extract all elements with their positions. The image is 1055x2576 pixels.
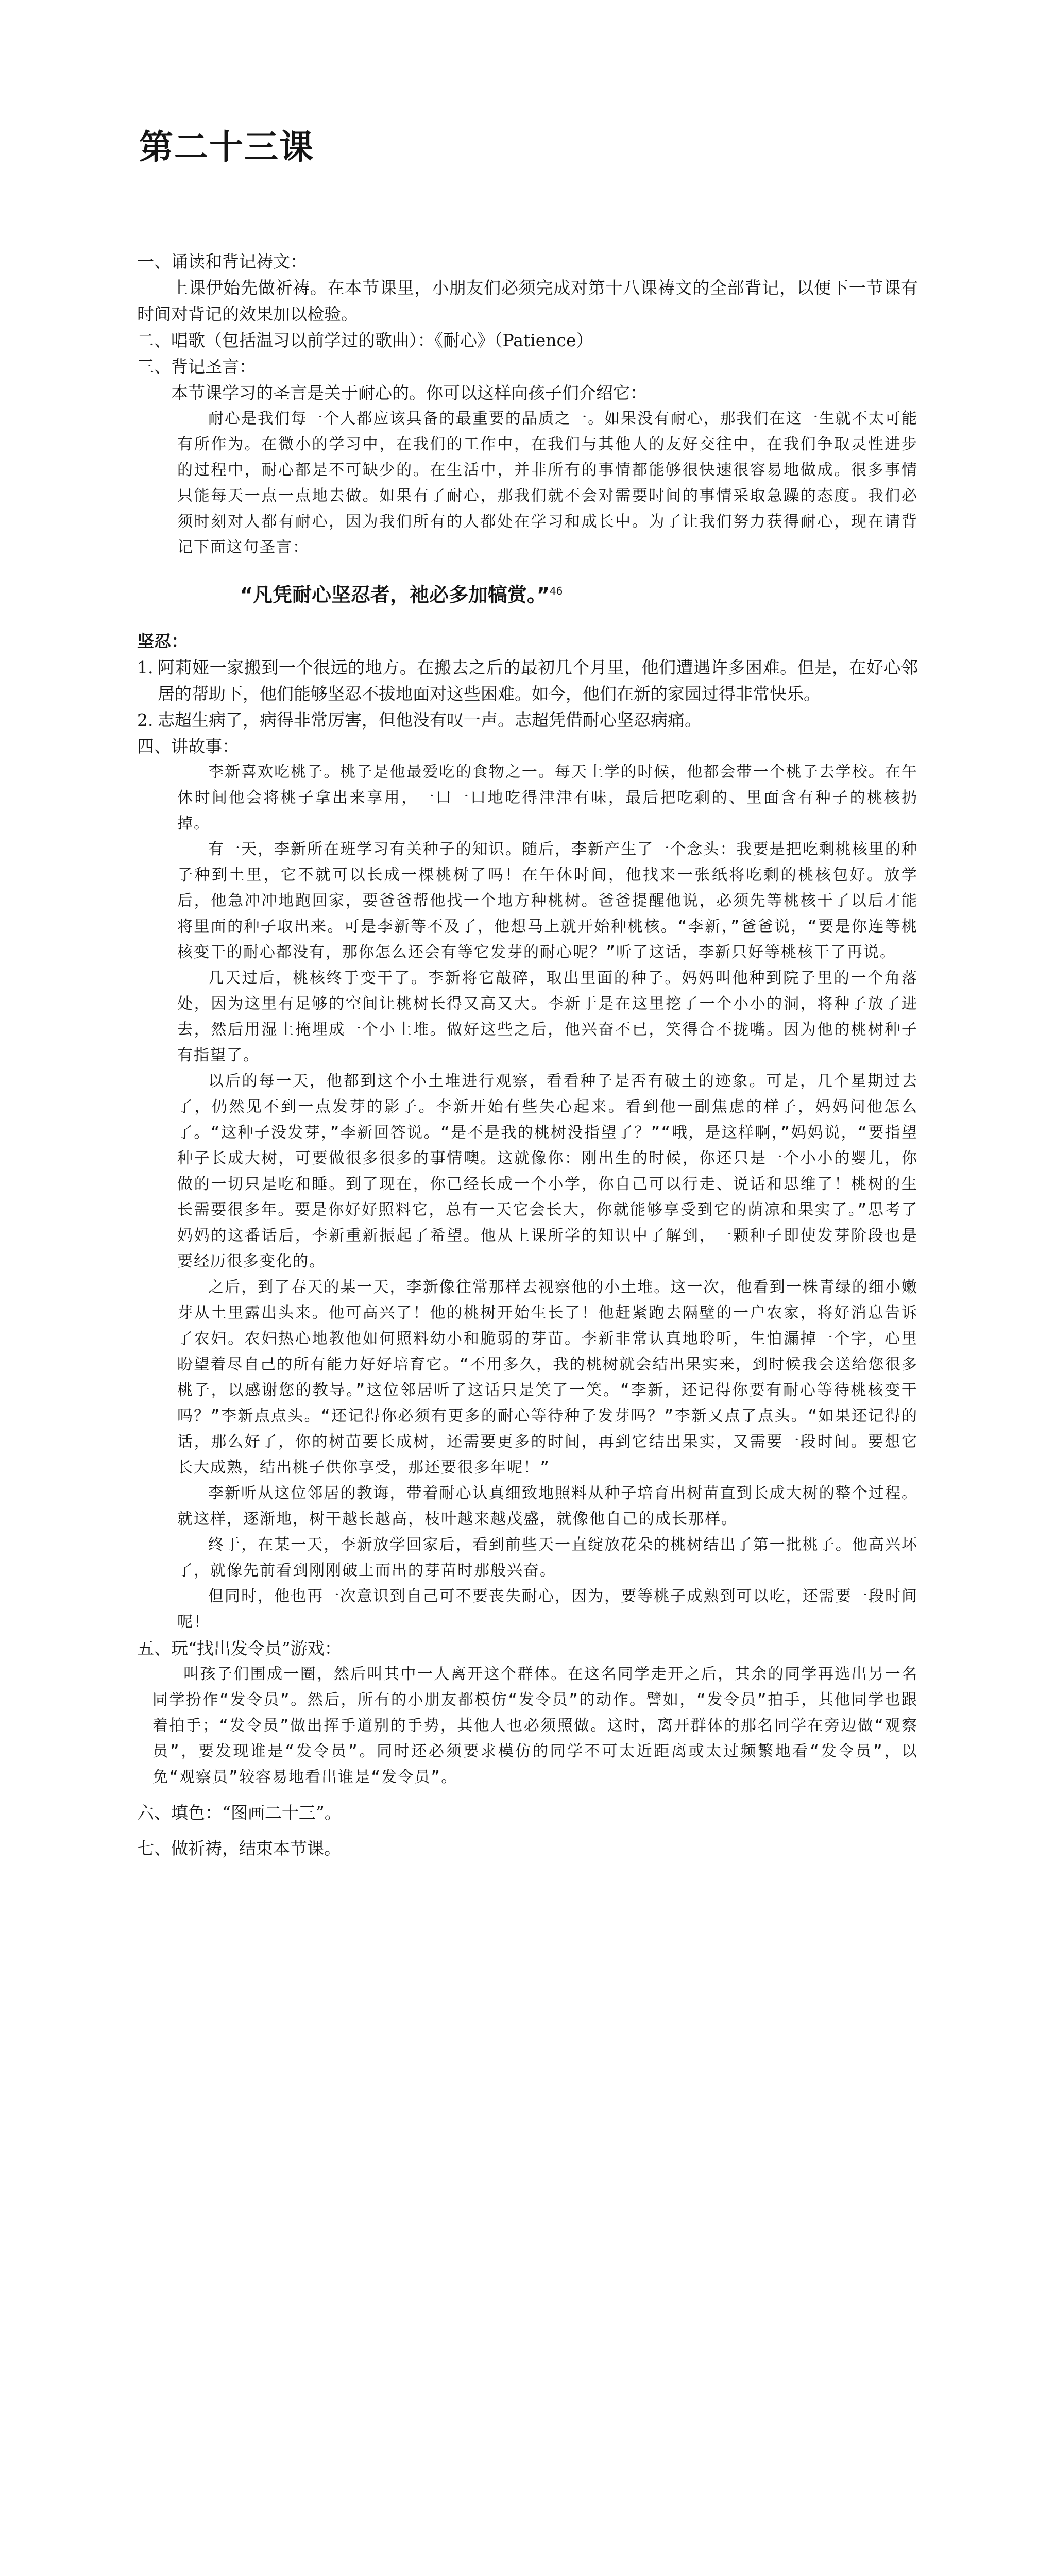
- keyword-example-text: 志超生病了，病得非常厉害，但他没有叹一声。志超凭借耐心坚忍病痛。: [158, 709, 702, 730]
- section-3-quote-block: [137, 406, 918, 561]
- story-block: [137, 759, 918, 1635]
- story-paragraph: 终于，在某一天，李新放学回家后，看到前些天一直绽放花朵的桃树结出了第一批桃子。他高兴坏了，就像先前看到刚刚破土而出的芽苗时那般兴奋。: [177, 1535, 918, 1580]
- motto-text: “凡凭耐心坚忍者，祂必多加犒赏。”: [240, 583, 550, 606]
- section-1-text: 上课伊始先做祈祷。在本节课里，小朋友们必须完成对第十八课祷文的全部背记，以便下一节课有时间对背记的效果加以检验。: [137, 278, 918, 324]
- story-paragraph: 几天过后，桃核终于变干了。李新将它敲碎，取出里面的种子。妈妈叫他种到院子里的一个角落处，因为这里有足够的空间让桃树长得又高又大。李新于是在这里挖了一个小小的洞，将种子放了进去，然后用湿土掩埋成一个小土堆。做好这些之后，他兴奋不已，笑得合不拢嘴。因为他的桃树种子有指望了。: [177, 969, 918, 1064]
- section-3-heading: 三、背记圣言：: [137, 357, 256, 377]
- motto-footnote-ref: 46: [549, 585, 563, 597]
- story-paragraph: 但同时，他也再一次意识到自己可不要丧失耐心，因为，要等桃子成熟到可以吃，还需要一段时间呢！: [177, 1587, 918, 1631]
- section-6-heading: 六、填色：“图画二十三”。: [137, 1802, 342, 1823]
- keyword-example-text: 阿莉娅一家搬到一个很远的地方。在搬去之后的最初几个月里，他们遭遇许多困难。但是，在好心邻居的帮助下，他们能够坚忍不拔地面对这些困难。如今，他们在新的家园过得非常快乐。: [158, 657, 918, 704]
- keyword-example: [137, 654, 918, 707]
- section-3-intro: 本节课学习的圣言是关于耐心的。你可以这样向孩子们介绍它：: [171, 383, 647, 403]
- section-3-quote: 耐心是我们每一个人都应该具备的最重要的品质之一。如果没有耐心，那我们在这一生就不太可能有所作为。在微小的学习中，在我们的工作中，在我们与其他人的友好交往中，在我们争取灵性进步的过程中，耐心都是不可缺少的。在生活中，并非所有的事情都能够很快速很容易地做成。很多事情只能每天一点一点地去做。如果有了耐心，那我们就不会对需要时间的事情采取急躁的态度。我们必须时刻对人都有耐心，因为我们所有的人都处在学习和成长中。为了让我们努力获得耐心，现在请背记下面这句圣言：: [177, 410, 918, 556]
- story-paragraph: 有一天，李新所在班学习有关种子的知识。随后，李新产生了一个念头：我要是把吃剩桃核里的种子种到土里，它不就可以长成一棵桃树了吗！在午休时间，他找来一张纸将吃剩的桃核包好。放学后，他急冲冲地跑回家，要爸爸帮他找一个地方种桃树。爸爸提醒他说，必须先等桃核干了以后才能将里面的种子取出来。可是李新等不及了，他想马上就开始种桃核。“李新，”爸爸说，“要是你连等桃核变干的耐心都没有，那你怎么还会有等它发芽的耐心呢？”听了这话，李新只好等桃核干了再说。: [177, 840, 918, 961]
- story-paragraph: 李新喜欢吃桃子。桃子是他最爱吃的食物之一。每天上学的时候，他都会带一个桃子去学校。在午休时间他会将桃子拿出来享用，一口一口地吃得津津有味，最后把吃剩的、里面含有种子的桃核扔掉。: [177, 762, 918, 833]
- keyword-heading: 坚忍：: [137, 631, 188, 651]
- keyword-example-number: 2.: [137, 709, 154, 730]
- section-7-heading: 七、做祈祷，结束本节课。: [137, 1838, 341, 1858]
- lesson-content: [137, 248, 918, 1861]
- motto: [137, 578, 918, 608]
- story-paragraph: 之后，到了春天的某一天，李新像往常那样去视察他的小土堆。这一次，他看到一株青绿的细小嫩芽从土里露出头来。他可高兴了！他的桃树开始生长了！他赶紧跑去隔壁的一户农家，将好消息告诉了农妇。农妇热心地教他如何照料幼小和脆弱的芽苗。李新非常认真地聆听，生怕漏掉一个字，心里盼望着尽自己的所有能力好好培育它。“不用多久，我的桃树就会结出果实来，到时候我会送给您很多桃子，以感谢您的教导。”这位邻居听了这话只是笑了一笑。“李新，还记得你要有耐心等待桃核变干吗？”李新点点头。“还记得你必须有更多的耐心等待种子发芽吗？”李新又点了点头。“如果还记得的话，那么好了，你的树苗要长成树，还需要更多的时间，再到它结出果实，又需要一段时间。要想它长大成熟，结出桃子供你享受，那还要很多年呢！”: [177, 1278, 918, 1477]
- keyword-example: [137, 707, 918, 733]
- lesson-title: 第二十三课: [139, 127, 314, 167]
- story-paragraph: 以后的每一天，他都到这个小土堆进行观察，看看种子是否有破土的迹象。可是，几个星期过去了，仍然见不到一点发芽的影子。李新开始有些失心起来。看到他一副焦虑的样子，妈妈问他怎么了。“这种子没发芽，”李新回答说。“是不是我的桃树没指望了？”“哦，是这样啊，”妈妈说，“要指望种子长成大树，可要做很多很多的事情噢。这就像你：刚出生的时候，你还只是一个小小的婴儿，你做的一切只是吃和睡。到了现在，你已经长成一个小学，你自己可以行走、说话和思维了！桃树的生长需要很多年。要是你好好照料它，总有一天它会长大，你就能够享受到它的荫凉和果实了。”思考了妈妈的这番话后，李新重新振起了希望。他从上课所学的知识中了解到，一颗种子即使发芽阶段也是要经历很多变化的。: [177, 1072, 918, 1270]
- section-2-heading: 二、唱歌（包括温习以前学过的歌曲）：《耐心》（Patience）: [137, 330, 593, 350]
- section-1-heading: 一、诵读和背记祷文：: [137, 251, 307, 272]
- section-5-heading: 五、玩“找出发令员”游戏：: [137, 1638, 342, 1658]
- game-block: [137, 1662, 918, 1790]
- game-instructions: 叫孩子们围成一圈，然后叫其中一人离开这个群体。在这名同学走开之后，其余的同学再选出另一名同学扮作“发令员”。然后，所有的小朋友都模仿“发令员”的动作。譬如，“发令员”拍手，其他同学也跟着拍手；“发令员”做出挥手道别的手势，其他人也必须照做。这时，离开群体的那名同学在旁边做“观察员”，要发现谁是“发令员”。同时还必须要求模仿的同学不可太近距离或太过频繁地看“发令员”，以免“观察员”较容易地看出谁是“发令员”。: [152, 1665, 918, 1786]
- story-paragraph: 李新听从这位邻居的教诲，带着耐心认真细致地照料从种子培育出树苗直到长成大树的整个过程。就这样，逐渐地，树干越长越高，枝叶越来越茂盛，就像他自己的成长那样。: [177, 1484, 918, 1528]
- section-4-heading: 四、讲故事：: [137, 736, 239, 756]
- keyword-example-number: 1.: [137, 657, 154, 677]
